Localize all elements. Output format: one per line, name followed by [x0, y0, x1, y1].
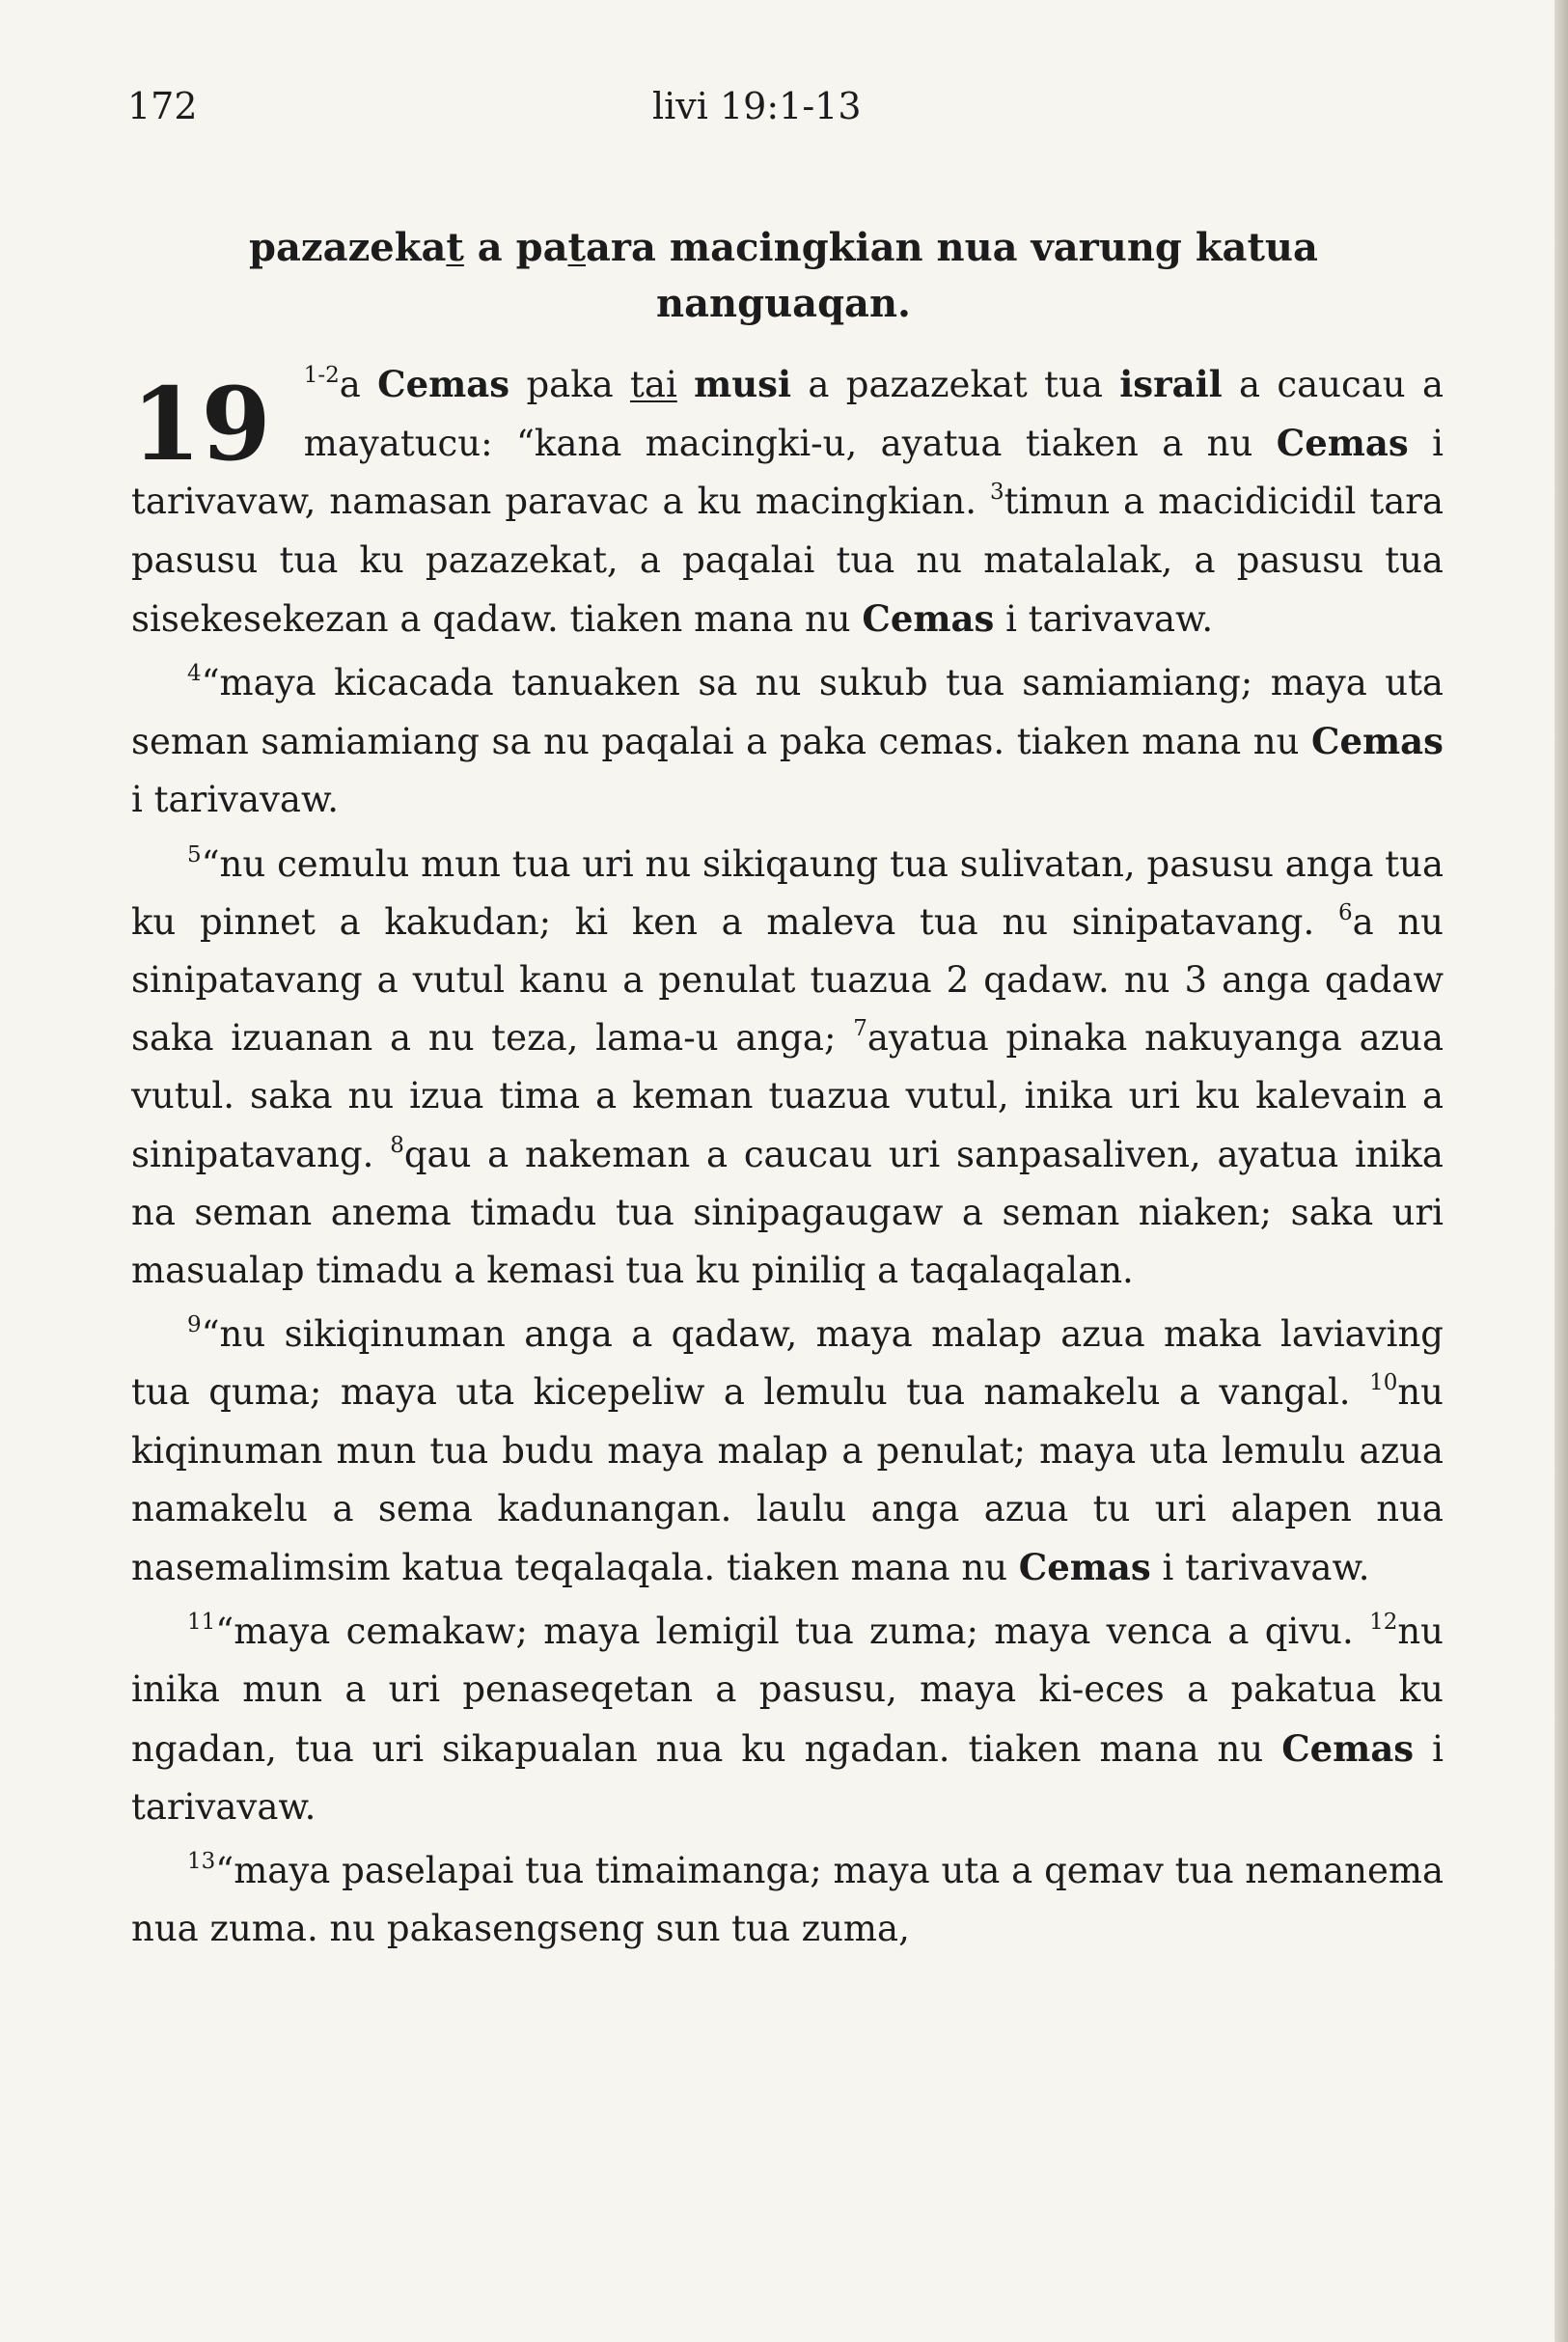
verse-text: [677, 364, 694, 405]
verse-number: 4: [187, 661, 202, 687]
verse-text: a pazazekat tua: [791, 364, 1120, 405]
heading-text: pazazeka: [249, 225, 447, 270]
paragraph-v11-12: [131, 1603, 1444, 1836]
verse-text: a nu sinipatavang a vutul kanu a penulat tuazua 2 qadaw. nu 3 anga qadaw saka izuanan a nu teza, lama-u anga;: [131, 900, 1444, 1060]
heading-text: a pa: [463, 225, 568, 270]
heading-text: t: [567, 225, 586, 270]
verse-number: 3: [990, 480, 1004, 506]
divine-name: Cemas: [1276, 422, 1409, 465]
paragraph-v4: [131, 654, 1444, 830]
verse-number: 1-2: [303, 363, 340, 388]
running-head: livi 19:1-13: [652, 85, 862, 127]
paragraph-v9-10: [131, 1306, 1444, 1597]
chapter-body: [131, 355, 1444, 1958]
verse-text: a caucau a mayatucu: “kana macingki-u, ayatua tiaken a nu: [303, 364, 1444, 465]
verse-text: qau a nakeman a caucau uri sanpasaliven, ayatua inika na seman anema timadu tua sinipagaugaw a seman niaken; saka uri masualap timadu a kemasi tua ku piniliq a taqalaqalan.: [131, 1133, 1444, 1292]
paragraph-v1-3: [131, 355, 1444, 648]
verse-text: ayatua pinaka nakuyanga azua vutul. saka nu izua tima a keman tuazua vutul, inika uri ku kalevain a sinipatavang.: [131, 1017, 1444, 1175]
chapter-number: 19: [131, 365, 271, 483]
verse-number: 13: [187, 1849, 216, 1875]
verse-number: 5: [187, 841, 202, 868]
verse-number: 6: [1337, 899, 1353, 925]
name-israil: israil: [1119, 363, 1223, 405]
section-heading: [127, 220, 1440, 332]
verse-text: tai: [630, 364, 677, 405]
verse-text: i tarivavaw, namasan paravac a ku macingkian.: [131, 423, 1444, 523]
heading-text: ara macingkian nua varung katua nanguaqan.: [586, 225, 1318, 326]
verse-text: i tarivavaw.: [131, 1727, 1444, 1828]
verse-text: nu inika mun a uri penaseqetan a pasusu, maya ki-eces a pakatua ku ngadan, tua uri sikapualan nua ku ngadan. tiaken mana nu: [131, 1611, 1444, 1770]
verse-text: timun a macidicidil tara pasusu tua ku pazazekat, a paqalai tua nu matalalak, a pasusu tua sisekesekezan a qadaw. tiaken mana nu: [131, 481, 1444, 640]
verse-number: 9: [187, 1312, 202, 1338]
verse-number: 10: [1369, 1370, 1398, 1396]
verse-text: i tarivavaw.: [1150, 1547, 1370, 1589]
name-musi: musi: [694, 363, 792, 405]
divine-name: Cemas: [377, 363, 510, 405]
page-edge-shadow: [1554, 0, 1568, 2342]
verse-text: nu kiqinuman mun tua budu maya malap a penulat; maya uta lemulu azua namakelu a sema kadunangan. laulu anga azua tu uri alapen nua nasemalimsim katua teqalaqala. tiaken mana nu: [131, 1371, 1444, 1589]
divine-name: Cemas: [862, 596, 995, 640]
verse-text: i tarivavaw.: [131, 779, 340, 821]
page-header: [0, 85, 1568, 133]
divine-name: Cemas: [1311, 720, 1444, 763]
divine-name: Cemas: [1281, 1726, 1415, 1770]
paragraph-v5-8: [131, 836, 1444, 1301]
verse-text: “maya cemakaw; maya lemigil tua zuma; maya venca a qivu.: [215, 1611, 1354, 1653]
divine-name: Cemas: [1018, 1546, 1151, 1589]
page-number: 172: [127, 85, 198, 127]
paragraph-v13: [131, 1842, 1444, 1958]
verse-number: 8: [390, 1132, 404, 1158]
verse-text: paka: [509, 364, 631, 405]
verse-text: i tarivavaw.: [994, 597, 1214, 640]
verse-number: 11: [187, 1610, 216, 1636]
verse-text: “nu cemulu mun tua uri nu sikiqaung tua sulivatan, pasusu anga tua ku pinnet a kakudan; ki ken a maleva tua nu sinipatavang.: [131, 842, 1444, 943]
verse-number: 7: [853, 1016, 867, 1042]
verse-text: “maya kicacada tanuaken sa nu sukub tua samiamiang; maya uta seman samiamiang sa nu paqalai a paka cemas. tiaken mana nu: [131, 662, 1444, 763]
verse-text: a: [339, 364, 378, 405]
verse-text: “maya paselapai tua timaimanga; maya uta a qemav tua nemanema nua zuma. nu pakasengseng sun tua zuma,: [131, 1850, 1444, 1950]
heading-text: t: [446, 225, 464, 270]
verse-number: 12: [1369, 1610, 1398, 1636]
verse-text: “nu sikiqinuman anga a qadaw, maya malap azua maka laviaving tua quma; maya uta kicepeliw a lemulu tua namakelu a vangal.: [131, 1313, 1444, 1414]
